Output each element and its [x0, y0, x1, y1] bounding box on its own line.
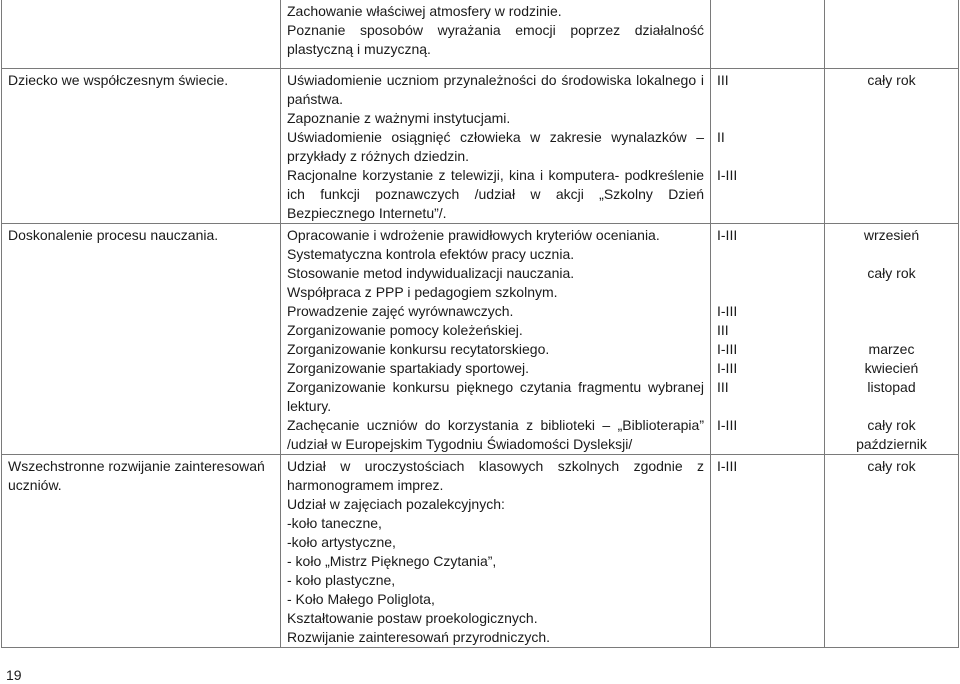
task-item: Stosowanie metod indywidualizacji nauczania.	[287, 264, 575, 281]
task-item: - koło plastyczne,	[287, 571, 396, 588]
class-label	[717, 90, 818, 109]
task-item: Opracowanie i wdrożenie prawidłowych kryteriów oceniania.	[287, 226, 660, 243]
area-label: Dziecko we współczesnym świecie.	[8, 71, 229, 88]
area-cell	[2, 68, 281, 223]
task-item: - Koło Małego Poliglota,	[287, 590, 435, 607]
class-label: III	[717, 321, 729, 338]
class-label: I-III	[717, 226, 738, 243]
term-cell	[825, 0, 959, 68]
area-label: Wszechstronne rozwijanie zainteresowań uczniów.	[8, 457, 265, 493]
task-item: Współpraca z PPP i pedagogiem szkolnym.	[287, 283, 558, 300]
term-label	[831, 245, 952, 264]
task-item: -koło artystyczne,	[287, 533, 396, 550]
classes-cell	[711, 0, 825, 68]
term-label: marzec	[868, 340, 915, 357]
task-item: Kształtowanie postaw proekologicznych.	[287, 609, 538, 626]
class-label	[717, 264, 818, 283]
term-label	[831, 283, 952, 302]
term-cell	[825, 454, 959, 647]
term-label: październik	[856, 435, 927, 452]
class-label: I-III	[717, 457, 738, 474]
class-label: I-III	[717, 166, 738, 183]
class-label: I-III	[717, 340, 738, 357]
task-item: Zachowanie właściwej atmosfery w rodzinie.	[287, 3, 562, 19]
task-item: Uświadomienie osiągnięć człowieka w zakresie wynalazków – przykłady z różnych dziedzin.	[287, 128, 704, 164]
table-row	[2, 68, 959, 223]
page-number: 19	[6, 667, 22, 683]
term-label: cały rok	[867, 457, 916, 474]
class-label: I-III	[717, 416, 738, 433]
term-label: kwiecień	[864, 359, 919, 376]
task-item: Udział w zajęciach pozalekcyjnych:	[287, 495, 505, 512]
class-label: III	[717, 71, 729, 88]
term-label: cały rok	[867, 416, 916, 433]
class-label: II	[717, 128, 725, 145]
class-label	[717, 245, 818, 264]
task-item: Zapoznanie z ważnymi instytucjami.	[287, 109, 511, 126]
class-label	[717, 147, 818, 166]
task-item: Racjonalne korzystanie z telewizji, kina i komputera- podkreślenie ich funkcji poznawczych /udział w akcji „Szkolny Dzień Bezpiecznego Internetu”/.	[287, 166, 704, 221]
classes-cell	[711, 68, 825, 223]
class-label: I-III	[717, 359, 738, 376]
task-item: Zachęcanie uczniów do korzystania z biblioteki – „Biblioterapia” /udział w Europejskim Tygodniu Świadomości Dysleksji/	[287, 416, 704, 452]
task-item: Zorganizowanie konkursu pięknego czytania fragmentu wybranej lektury.	[287, 378, 704, 414]
area-label	[8, 0, 274, 2]
class-label	[717, 109, 818, 128]
term-label	[831, 321, 952, 340]
task-item: Uświadomienie uczniom przynależności do środowiska lokalnego i państwa.	[287, 71, 704, 107]
area-cell	[2, 454, 281, 647]
task-item: Rozwijanie zainteresowań przyrodniczych.	[287, 628, 551, 645]
term-label	[831, 302, 952, 321]
table-row	[2, 454, 959, 647]
tasks-cell	[281, 223, 711, 454]
task-item: Zorganizowanie konkursu recytatorskiego.	[287, 340, 550, 357]
class-label: III	[717, 378, 729, 395]
task-item: Zorganizowanie spartakiady sportowej.	[287, 359, 530, 376]
classes-cell	[711, 454, 825, 647]
term-cell	[825, 68, 959, 223]
class-label: I-III	[717, 302, 738, 319]
term-label: cały rok	[867, 264, 916, 281]
tasks-cell	[281, 0, 711, 68]
task-item: Systematyczna kontrola efektów pracy ucznia.	[287, 245, 575, 262]
task-item: -koło taneczne,	[287, 514, 382, 531]
tasks-cell	[281, 68, 711, 223]
tasks-cell	[281, 454, 711, 647]
plan-table-body	[2, 0, 959, 647]
task-item: Prowadzenie zajęć wyrównawczych.	[287, 302, 514, 319]
area-cell	[2, 0, 281, 68]
term-label: listopad	[867, 378, 916, 395]
task-item: Udział w uroczystościach klasowych szkolnych zgodnie z harmonogramem imprez.	[287, 457, 704, 493]
term-label: cały rok	[867, 71, 916, 88]
area-label: Doskonalenie procesu nauczania.	[8, 226, 219, 243]
area-cell	[2, 223, 281, 454]
class-label	[717, 397, 818, 416]
plan-table	[1, 0, 959, 648]
task-item: - koło „Mistrz Pięknego Czytania”,	[287, 552, 497, 569]
term-label: wrzesień	[863, 226, 920, 243]
table-row	[2, 0, 959, 68]
term-label	[831, 397, 952, 416]
class-label	[717, 283, 818, 302]
task-item: Zorganizowanie pomocy koleżeńskiej.	[287, 321, 523, 338]
table-row	[2, 223, 959, 454]
term-cell	[825, 223, 959, 454]
task-item: Poznanie sposobów wyrażania emocji poprzez działalność plastyczną i muzyczną.	[287, 22, 704, 57]
classes-cell	[711, 223, 825, 454]
